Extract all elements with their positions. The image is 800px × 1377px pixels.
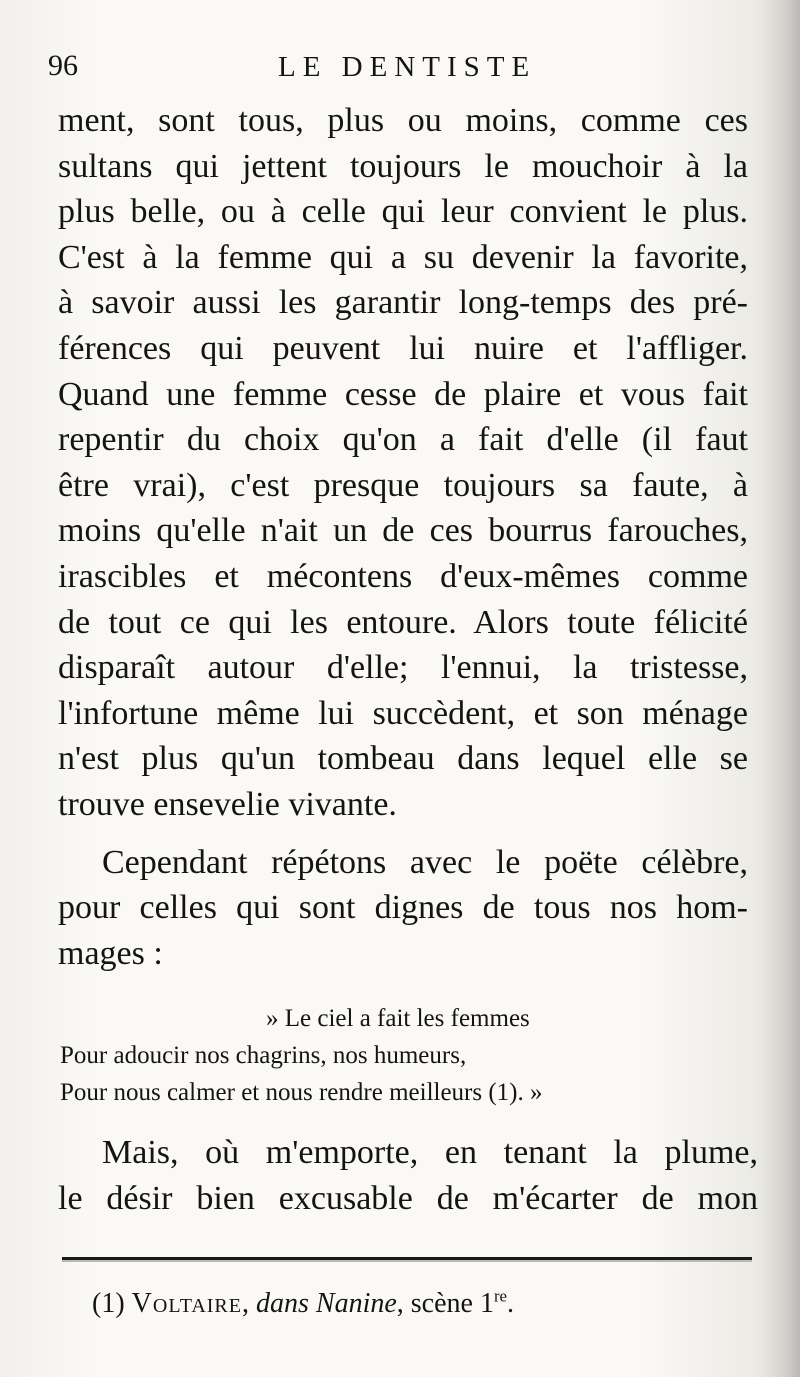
- text-line: repentir du choix qu'on a fait d'elle (il faut: [58, 421, 748, 459]
- text-line: trouve ensevelie vivante.: [58, 785, 397, 823]
- continuation-text: [58, 1130, 758, 1221]
- text-line: sultans qui jettent toujours le mouchoir à la: [58, 147, 748, 185]
- footnote-scene-end: .: [507, 1288, 515, 1319]
- footnote-scene-sup: re: [493, 1286, 508, 1306]
- page-header: [48, 42, 748, 86]
- page-edge-shadow: [762, 0, 800, 1377]
- footnote-work: Nanine: [315, 1288, 397, 1319]
- text-line: n'est plus qu'un tombeau dans lequel elle se: [58, 740, 748, 778]
- footnote: (1) Voltaire, dans Nanine, scène 1re.: [92, 1286, 515, 1319]
- verse-quotation: [60, 1000, 720, 1111]
- page-number: 96: [48, 49, 78, 82]
- text-line: Quand une femme cesse de plaire et vous fait: [58, 375, 748, 413]
- footnote-rule: [62, 1257, 752, 1260]
- text-line: irascibles et mécontens d'eux-mêmes comme: [58, 557, 748, 595]
- text-line: l'infortune même lui succèdent, et son ménage: [58, 694, 748, 732]
- verse-line: Pour adoucir nos chagrins, nos humeurs,: [60, 1042, 467, 1069]
- text-line: férences qui peuvent lui nuire et l'affliger.: [58, 329, 748, 367]
- text-line: le désir bien excusable de m'écarter de mon: [58, 1179, 758, 1217]
- text-line: Mais, où m'emporte, en tenant la plume,: [102, 1134, 758, 1171]
- text-line: C'est à la femme qui a su devenir la favorite,: [58, 238, 748, 276]
- text-line: à savoir aussi les garantir long-temps des pré-: [58, 284, 748, 322]
- text-line: mages :: [58, 934, 163, 972]
- footnote-scene: scène 1: [410, 1288, 494, 1319]
- text-line: pour celles qui sont dignes de tous nos hom-: [58, 889, 748, 927]
- text-line: ment, sont tous, plus ou moins, comme ces: [58, 102, 748, 139]
- text-line: plus belle, ou à celle qui leur convient le plus.: [58, 193, 748, 231]
- footnote-marker: (1): [92, 1288, 125, 1319]
- footnote-author: Voltaire: [131, 1288, 242, 1319]
- text-line: disparaît autour d'elle; l'ennui, la tristesse,: [58, 649, 748, 687]
- verse-line: Pour nous calmer et nous rendre meilleurs (1). »: [60, 1079, 543, 1106]
- verse-line: » Le ciel a fait les femmes: [266, 1005, 530, 1032]
- text-line: de tout ce qui les entoure. Alors toute félicité: [58, 603, 748, 641]
- footnote-work-prefix: dans: [255, 1288, 309, 1319]
- text-line: moins qu'elle n'ait un de ces bourrus farouches,: [58, 512, 748, 550]
- main-text: [58, 98, 748, 976]
- text-line: être vrai), c'est presque toujours sa faute, à: [58, 466, 748, 504]
- running-title: LE DENTISTE: [278, 51, 537, 83]
- text-line: Cependant répétons avec le poëte célèbre,: [102, 843, 748, 881]
